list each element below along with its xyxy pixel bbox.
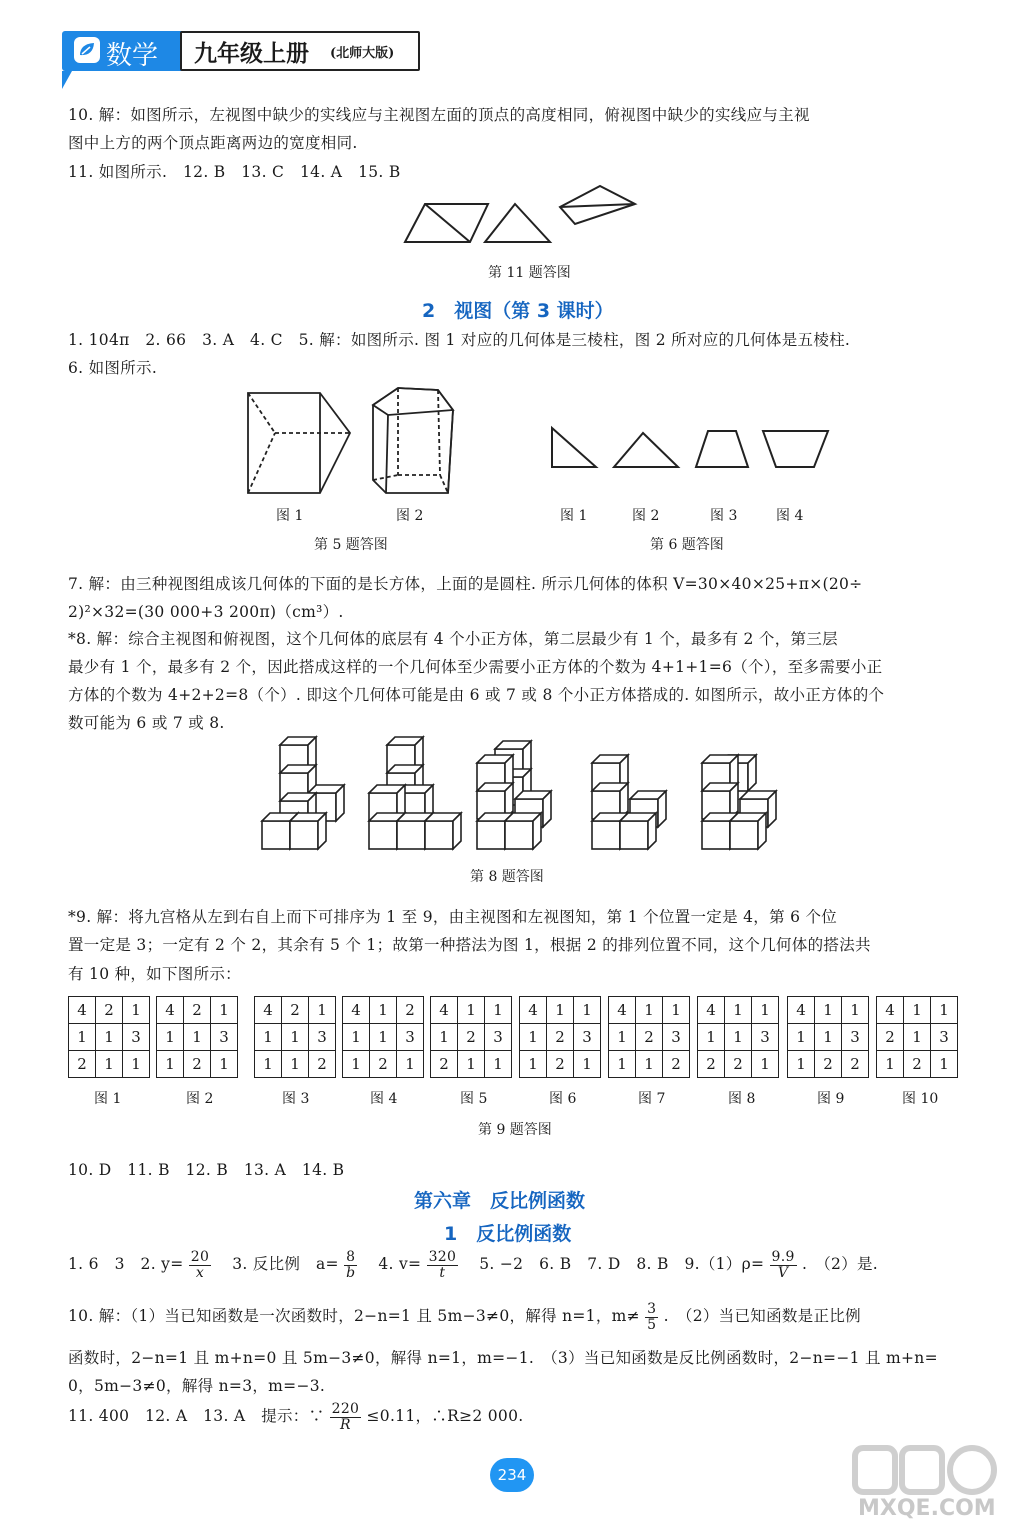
subject-title: 数学 [106,41,159,71]
grid-cell: 4 [343,997,370,1024]
grid-cell: 4 [157,997,184,1024]
grid-cell: 4 [788,997,815,1024]
text-segment: 4. v= [362,1255,422,1274]
text-segment: 5. −2 6. B 7. D 8. B 9.（1）ρ= [463,1255,765,1274]
answer-10-inverse-line1 [68,1302,861,1332]
q9-grid [68,996,150,1078]
grid-cell: 1 [609,1024,636,1051]
answer-6: 6. 如图所示. [68,359,158,377]
grid-cell: 1 [842,997,869,1024]
answer-7-line1: 7. 解：由三种视图组成该几何体的下面的是长方体，上面的是圆柱. 所示几何体的体积 V=30×40×25+π×(20÷ [68,575,863,593]
grid-cell: 1 [343,1024,370,1051]
text-segment: . （2）当已知函数是正比例 [663,1307,861,1326]
grid-cell: 1 [520,1024,547,1051]
answer-8-line4: 数可能为 6 或 7 或 8. [68,714,225,732]
q5-fig1-label: 图 1 [276,508,304,524]
grid-cell: 2 [96,997,123,1024]
grid-cell: 2 [636,1024,663,1051]
q9-grid-label: 图 8 [728,1091,756,1107]
section-title-inverse-function: 1 反比例函数 [444,1223,572,1245]
text-segment: 1. 6 3 2. y= [68,1255,184,1274]
grid-cell: 4 [609,997,636,1024]
answers-11-13 [68,1402,523,1432]
grid-cell: 3 [752,1024,779,1051]
q9-grid-label: 图 5 [460,1091,488,1107]
grid-cell: 1 [698,1024,725,1051]
fraction-8-b: $\frac{8}{b}$ [346,1249,356,1281]
answer-9-line3: 有 10 种，如下图所示： [68,965,241,983]
fraction-9.9-V: $\frac{9.9}{V}$ [771,1249,795,1281]
grid-cell: 2 [842,1051,869,1078]
q5-fig2-label: 图 2 [396,508,424,524]
grid-cell: 1 [282,1024,309,1051]
grid-cell: 4 [698,997,725,1024]
q9-grid [254,996,336,1078]
page-header [62,27,418,73]
q9-grid [342,996,424,1078]
q9-grid [430,996,512,1078]
grid-cell: 1 [211,997,238,1024]
q9-grid [608,996,690,1078]
q9-grid-label: 图 7 [638,1091,666,1107]
grid-cell: 2 [184,1051,211,1078]
grid-cell: 2 [370,1051,397,1078]
grid-cell: 1 [636,1051,663,1078]
grid-cell: 1 [370,1024,397,1051]
grid-cell: 1 [931,997,958,1024]
q9-grid-label: 图 9 [817,1091,845,1107]
grid-cell: 1 [574,1051,601,1078]
q8-caption: 第 8 题答图 [470,869,544,885]
q5-caption: 第 5 题答图 [314,537,388,553]
triangle-shape [485,204,550,242]
q11-figure [400,182,640,246]
grid-cell: 1 [458,997,485,1024]
answer-10-inverse-line3: 0，5m−3≠0，解得 n=3，m=−3. [68,1377,326,1395]
q9-grid [787,996,869,1078]
q9-grid-label: 图 1 [94,1091,122,1107]
q6-fig1-label: 图 1 [560,508,588,524]
grid-cell: 3 [123,1024,150,1051]
grid-cell: 1 [431,1024,458,1051]
grid-cell: 1 [815,1024,842,1051]
watermark-text: MXQE.COM [858,1496,996,1521]
grid-cell: 1 [282,1051,309,1078]
grid-cell: 1 [752,1051,779,1078]
grid-cell: 1 [725,1024,752,1051]
q9-grid-label: 图 3 [282,1091,310,1107]
grid-cell: 1 [609,1051,636,1078]
grid-cell: 1 [931,1051,958,1078]
grid-cell: 3 [309,1024,336,1051]
grid-cell: 2 [431,1051,458,1078]
grid-cell: 4 [877,997,904,1024]
grid-cell: 2 [725,1051,752,1078]
grid-cell: 2 [663,1051,690,1078]
grid-cell: 1 [877,1051,904,1078]
grid-cell: 4 [255,997,282,1024]
q9-grid [697,996,779,1078]
chapter-title: 第六章 反比例函数 [414,1190,586,1212]
leaf-logo-icon [74,37,100,63]
grid-cell: 1 [752,997,779,1024]
q9-caption: 第 9 题答图 [478,1122,552,1138]
page-number: 234 [490,1458,534,1492]
grid-cell: 1 [485,1051,512,1078]
grid-cell: 1 [815,997,842,1024]
answers-1-9 [68,1250,878,1280]
grid-cell: 1 [458,1051,485,1078]
fraction-320-t: $\frac{320}{t}$ [428,1249,457,1281]
grid-cell: 4 [520,997,547,1024]
grid-cell: 1 [157,1024,184,1051]
q9-grid-label: 图 4 [370,1091,398,1107]
grid-cell: 1 [123,997,150,1024]
grid-cell: 1 [343,1051,370,1078]
edition-label: (北师大版) [330,46,395,61]
grid-cell: 1 [904,1024,931,1051]
grid-cell: 2 [184,997,211,1024]
q5-fig1-triangular-prism [245,388,355,496]
answer-9-line1: *9. 解：将九宫格从左到右自上而下可排序为 1 至 9，由主视图和左视图知，第 1 个位置一定是 4，第 6 个位 [68,908,838,926]
q9-grid [156,996,238,1078]
watermark-logo-icon [850,1440,1000,1500]
answers-1-5: 1. 104π 2. 66 3. A 4. C 5. 解：如图所示. 图 1 对应的几何体是三棱柱，图 2 所对应的几何体是五棱柱. [68,331,851,349]
grid-cell: 2 [815,1051,842,1078]
watermark [850,1440,1000,1530]
grid-cell: 2 [458,1024,485,1051]
grid-cell: 1 [123,1051,150,1078]
text-segment: ≤0.11，∴R≥2 000. [366,1407,524,1426]
answers-11-15: 11. 如图所示. 12. B 13. C 14. A 15. B [68,163,401,181]
grid-cell: 4 [69,997,96,1024]
grid-cell: 3 [485,1024,512,1051]
fraction-3-5: $\frac{3}{5}$ [647,1301,657,1333]
q9-grid-label: 图 2 [186,1091,214,1107]
grid-cell: 3 [931,1024,958,1051]
grid-cell: 1 [69,1024,96,1051]
grid-cell: 2 [309,1051,336,1078]
grid-cell: 1 [255,1024,282,1051]
answer-10-inverse-line2: 函数时，2−n=1 且 m+n=0 且 5m−3≠0，解得 n=1，m=−1. （3）当已知函数是反比例函数时，2−n=−1 且 m+n= [68,1349,938,1367]
grid-cell: 1 [788,1024,815,1051]
grid-cell: 1 [485,997,512,1024]
grid-cell: 1 [663,997,690,1024]
q6-fig4-label: 图 4 [776,508,804,524]
answer-9-line2: 置一定是 3；一定有 2 个 2，其余有 5 个 1；故第一种搭法为图 1，根据 2 的排列位置不同，这个几何体的搭法共 [68,936,871,954]
grid-cell: 1 [96,1051,123,1078]
q6-fig3-label: 图 3 [710,508,738,524]
header-tail-decoration [62,71,72,89]
answer-10-line1: 10. 解：如图所示，左视图中缺少的实线应与主视图左面的顶点的高度相同，俯视图中缺少的实线应与主视 [68,106,810,124]
grid-cell: 3 [574,1024,601,1051]
q9-grid-label: 图 10 [902,1091,939,1107]
grid-cell: 1 [520,1051,547,1078]
q9-grid-label: 图 6 [549,1091,577,1107]
q11-caption: 第 11 题答图 [488,265,571,281]
q8-cube-figures [255,735,790,853]
q6-caption: 第 6 题答图 [650,537,724,553]
q9-grid [876,996,958,1078]
grid-cell: 1 [636,997,663,1024]
grid-cell: 1 [255,1051,282,1078]
text-segment: 11. 400 12. A 13. A 提示：∵ [68,1407,325,1426]
grid-cell: 1 [211,1051,238,1078]
q6-figures [548,425,838,470]
grid-cell: 1 [184,1024,211,1051]
grid-cell: 3 [211,1024,238,1051]
grid-cell: 2 [698,1051,725,1078]
grid-cell: 2 [69,1051,96,1078]
text-segment: 10. 解：（1）当已知函数是一次函数时，2−n=1 且 5m−3≠0，解得 n=1，m≠ [68,1307,640,1326]
fraction-20-x: $\frac{20}{x}$ [190,1249,210,1281]
grid-cell: 2 [282,997,309,1024]
answer-8-line1: *8. 解：综合主视图和俯视图，这个几何体的底层有 4 个小正方体，第二层最少有 1 个，最多有 2 个，第三层 [68,630,838,648]
grid-cell: 1 [574,997,601,1024]
answers-10-14: 10. D 11. B 12. B 13. A 14. B [68,1161,345,1179]
grid-cell: 1 [904,997,931,1024]
answer-10-line2: 图中上方的两个顶点距离两边的宽度相同. [68,134,358,152]
grid-cell: 2 [877,1024,904,1051]
grid-cell: 3 [663,1024,690,1051]
grid-cell: 1 [397,1051,424,1078]
q6-fig2-label: 图 2 [632,508,660,524]
grade-title: 九年级上册 [194,40,309,67]
grid-cell: 1 [725,997,752,1024]
text-segment: . （2）是. [801,1255,879,1274]
grid-cell: 3 [842,1024,869,1051]
grid-cell: 2 [904,1051,931,1078]
grid-cell: 1 [157,1051,184,1078]
grid-cell: 1 [788,1051,815,1078]
grid-cell: 2 [547,1024,574,1051]
section-title-views: 2 视图（第 3 课时） [422,300,614,322]
grid-cell: 1 [547,997,574,1024]
grid-cell: 2 [547,1051,574,1078]
answer-7-line2: 2)²×32=(30 000+3 200π)（cm³）. [68,603,344,621]
fraction-220-R: $\frac{220}{R}$ [331,1401,360,1433]
grid-cell: 1 [309,997,336,1024]
answer-8-line2: 最少有 1 个，最多有 2 个，因此搭成这样的一个几何体至少需要小正方体的个数为 4+1+1=6（个），至多需要小正 [68,658,883,676]
q5-fig2-pentagonal-prism [368,385,458,497]
grid-cell: 1 [370,997,397,1024]
grid-cell: 3 [397,1024,424,1051]
grid-cell: 1 [96,1024,123,1051]
grid-cell: 4 [431,997,458,1024]
text-segment: 3. 反比例 a= [216,1255,339,1274]
grid-cell: 2 [397,997,424,1024]
q9-grid [519,996,601,1078]
answer-8-line3: 方体的个数为 4+2+2=8（个）. 即这个几何体可能是由 6 或 7 或 8 个小正方体搭成的. 如图所示，故小正方体的个 [68,686,885,704]
